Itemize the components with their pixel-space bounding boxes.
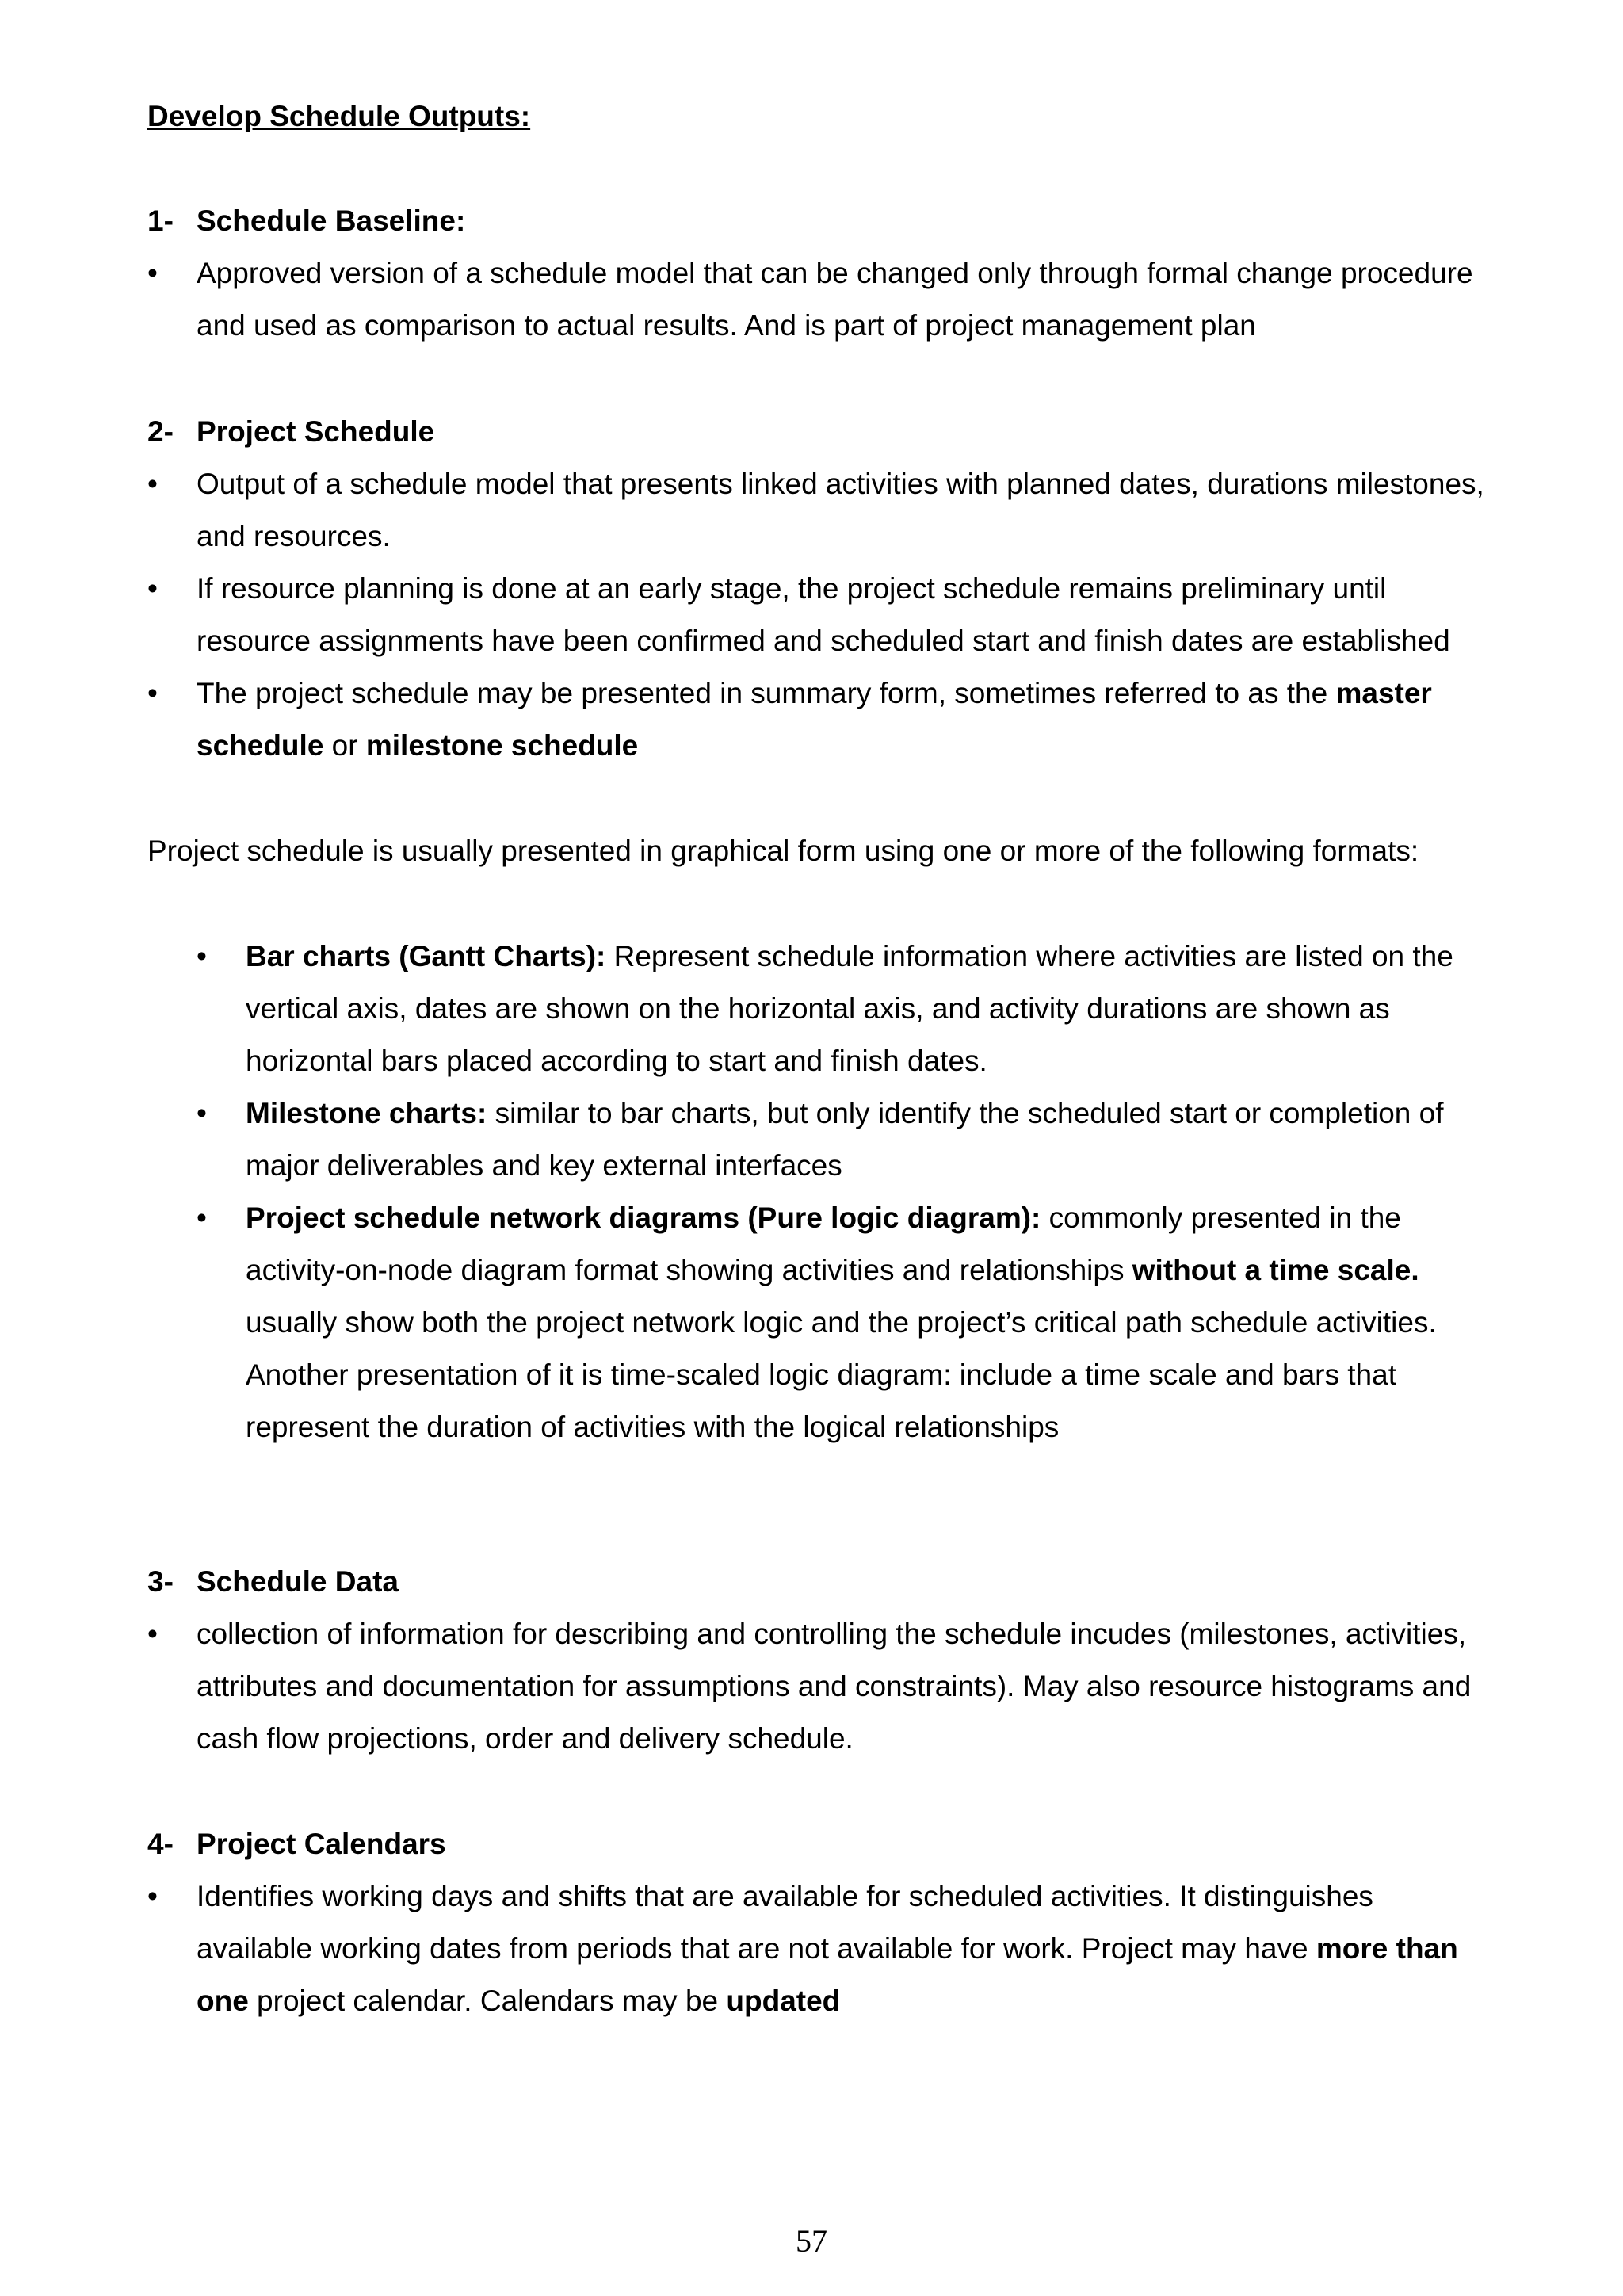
bullet-line [197, 667, 1542, 720]
bold-term: updated [726, 1985, 841, 2017]
section-title: Schedule Data [197, 1565, 399, 1598]
bold-term: Bar charts (Gantt Charts): [246, 940, 606, 972]
bullet-icon: • [147, 468, 158, 500]
bullet-icon: • [147, 1618, 158, 1650]
format-item-bar-charts [197, 930, 1528, 1087]
bullet-line: Identifies working days and shifts that are available for scheduled activities. It distinguishes [197, 1880, 1373, 1912]
text-run: commonly presented in the [1041, 1201, 1401, 1234]
bullet-line [197, 1975, 1542, 2027]
bullet-line: and used as comparison to actual results. And is part of project management plan [197, 309, 1256, 342]
bullet-line: vertical axis, dates are shown on the horizontal axis, and activity durations are shown as [246, 992, 1390, 1025]
bold-term: schedule [197, 729, 324, 762]
bullet-item [147, 1870, 1542, 2027]
text-run: Represent schedule information where activities are listed on the [605, 940, 1453, 972]
section-heading [147, 195, 1542, 247]
bullet-line: resource assignments have been confirmed and scheduled start and finish dates are established [197, 625, 1450, 657]
bold-term: Project schedule network diagrams (Pure logic diagram): [246, 1201, 1041, 1234]
text-run: similar to bar charts, but only identify the scheduled start or completion of [487, 1097, 1444, 1129]
bullet-line: cash flow projections, order and delivery schedule. [197, 1722, 854, 1755]
bullet-item [147, 667, 1542, 772]
bullet-item [147, 563, 1542, 667]
bullet-line [246, 1244, 1528, 1297]
bullet-icon: • [197, 1201, 207, 1234]
bullet-icon: • [147, 572, 158, 605]
bold-term: one [197, 1985, 249, 2017]
bullet-line [246, 1087, 1528, 1140]
section-number: 1- [147, 204, 174, 237]
bullet-item [147, 458, 1542, 563]
bullet-line: Another presentation of it is time-scaled logic diagram: include a time scale and bars that [246, 1358, 1396, 1391]
bold-term: milestone schedule [365, 729, 639, 762]
bullet-line [246, 930, 1528, 983]
bold-term: master [1335, 677, 1432, 709]
page-title: Develop Schedule Outputs: [147, 100, 531, 132]
text-run: activity-on-node diagram format showing activities and relationships [246, 1254, 1132, 1286]
page-number: 57 [796, 2223, 827, 2259]
bullet-line [197, 720, 1542, 772]
bullet-line: usually show both the project network logic and the project’s critical path schedule activities. [246, 1306, 1437, 1339]
formats-intro: Project schedule is usually presented in graphical form using one or more of the following formats: [147, 835, 1419, 867]
text-run: project calendar. Calendars may be [248, 1985, 727, 2017]
bullet-item [147, 247, 1542, 352]
section-number: 4- [147, 1828, 174, 1860]
bold-term: more than [1316, 1932, 1458, 1965]
section-heading [147, 406, 1542, 458]
format-item-network-diagrams [197, 1192, 1528, 1454]
bullet-icon: • [197, 1097, 207, 1129]
text-run: or [323, 729, 366, 762]
bullet-line: represent the duration of activities with the logical relationships [246, 1411, 1060, 1443]
section-project-calendars [147, 1818, 1542, 2027]
section-number: 2- [147, 415, 174, 448]
section-title: Project Calendars [197, 1828, 446, 1860]
bullet-line: and resources. [197, 520, 391, 552]
section-number: 3- [147, 1565, 174, 1598]
bullet-line: Approved version of a schedule model that can be changed only through formal change procedure [197, 257, 1473, 289]
bullet-icon: • [147, 257, 158, 289]
bullet-icon: • [197, 940, 207, 972]
formats-list [197, 930, 1528, 1454]
bullet-line: attributes and documentation for assumptions and constraints). May also resource histograms and [197, 1670, 1472, 1702]
text-run: available working dates from periods that are not available for work. Project may have [197, 1932, 1316, 1965]
bold-term: without a time scale. [1132, 1254, 1419, 1286]
bullet-line: If resource planning is done at an early stage, the project schedule remains preliminary until [197, 572, 1387, 605]
section-title: Schedule Baseline: [197, 204, 466, 237]
bullet-line [197, 1923, 1542, 1975]
section-schedule-data [147, 1556, 1542, 1765]
bold-term: Milestone charts: [246, 1097, 487, 1129]
section-schedule-baseline [147, 195, 1542, 352]
bullet-icon: • [147, 1880, 158, 1912]
bullet-line: major deliverables and key external interfaces [246, 1149, 842, 1182]
section-project-schedule [147, 406, 1542, 772]
section-heading [147, 1818, 1542, 1870]
section-heading [147, 1556, 1542, 1608]
section-title: Project Schedule [197, 415, 435, 448]
bullet-line: collection of information for describing and controlling the schedule incudes (milestones, activities, [197, 1618, 1467, 1650]
bullet-icon: • [147, 677, 158, 709]
bullet-line [246, 1192, 1528, 1244]
format-item-milestone-charts [197, 1087, 1528, 1192]
bullet-item [147, 1608, 1542, 1765]
text-run: The project schedule may be presented in summary form, sometimes referred to as the [197, 677, 1336, 709]
bullet-line: horizontal bars placed according to start and finish dates. [246, 1045, 987, 1077]
bullet-line: Output of a schedule model that presents linked activities with planned dates, durations milestones, [197, 468, 1484, 500]
